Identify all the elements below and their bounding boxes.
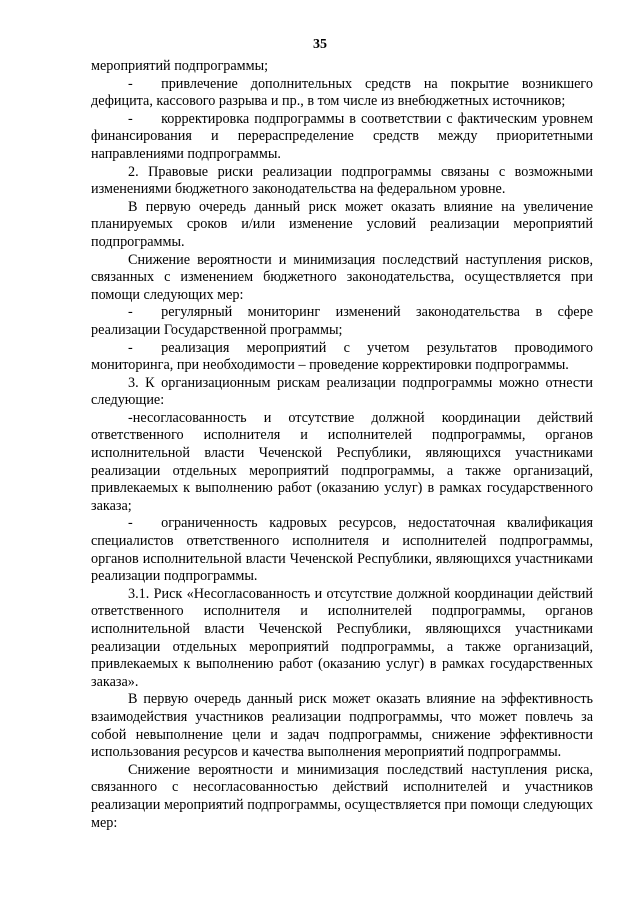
- paragraph-continuation: мероприятий подпрограммы;: [91, 58, 269, 74]
- list-item-monitoring: - регулярный мониторинг изменений законодательства в сфере реализации Государственной программы;: [91, 304, 593, 338]
- list-item-monitoring-results: - реализация мероприятий с учетом результатов проводимого мониторинга, при необходимости – проведение корректировки подпрограммы.: [91, 339, 593, 374]
- paragraph-legal-risks: 2. Правовые риски реализации подпрограммы связаны с возможными изменениями бюджетного законодательства на федеральном уровне.: [91, 163, 593, 198]
- list-item-coordination: -несогласованность и отсутствие должной координации действий ответственного исполнителя и исполнителей подпрограммы, органов исполнительной власти Чеченской Республики, являющихся участниками реализации отдельных мероприятий подпрограммы, а также организаций, привлекаемых к выполнению работ (оказанию услуг) в рамках государственного заказа;: [91, 409, 593, 514]
- paragraph-legal-risk-impact: В первую очередь данный риск может оказать влияние на увеличение планируемых сроков и/или изменение условий реализации мероприятий подпрограммы.: [91, 198, 593, 250]
- paragraph-legal-risk-mitigation: Снижение вероятности и минимизация последствий наступления рисков, связанных с изменением бюджетного законодательства, осуществляется при помощи следующих мер:: [91, 251, 593, 303]
- paragraph-risk-3-1: 3.1. Риск «Несогласованность и отсутствие должной координации действий ответственного исполнителя и исполнителей подпрограммы, органов исполнительной власти Чеченской Республики, являющихся участниками реализации отдельных мероприятий подпрограммы, а также организаций, привлекаемых к выполнению работ (оказанию услуг) в рамках государственных заказа».: [91, 585, 593, 690]
- document-body: [91, 58, 593, 832]
- page-number: 35: [313, 37, 327, 52]
- list-item-adjust-program: - корректировка подпрограммы в соответствии с фактическим уровнем финансирования и перераспределение средств между приоритетными направлениями подпрограммы.: [91, 110, 593, 162]
- paragraph-organizational-risks: 3. К организационным рискам реализации подпрограммы можно отнести следующие:: [91, 374, 593, 409]
- list-item-extra-funds: - привлечение дополнительных средств на покрытие возникшего дефицита, кассового разрыва и пр., в том числе из внебюджетных источников;: [91, 75, 593, 110]
- paragraph-risk-3-1-impact: В первую очередь данный риск может оказать влияние на эффективность взаимодействия участников реализации подпрограммы, что может повлечь за собой невыполнение цели и задач подпрограммы, снижение эффективности использования ресурсов и качества выполнения мероприятий подпрограммы.: [91, 691, 593, 761]
- paragraph-risk-3-1-mitigation: Снижение вероятности и минимизация последствий наступления риска, связанного с несогласованностью действий исполнителей и участников реализации мероприятий подпрограммы, осуществляется при помощи следующих мер:: [91, 761, 593, 831]
- list-item-staffing: - ограниченность кадровых ресурсов, недостаточная квалификация специалистов ответственного исполнителя и исполнителей подпрограммы, органов исполнительной власти Чеченской Республики, являющихся участниками реализации подпрограммы.: [91, 515, 593, 585]
